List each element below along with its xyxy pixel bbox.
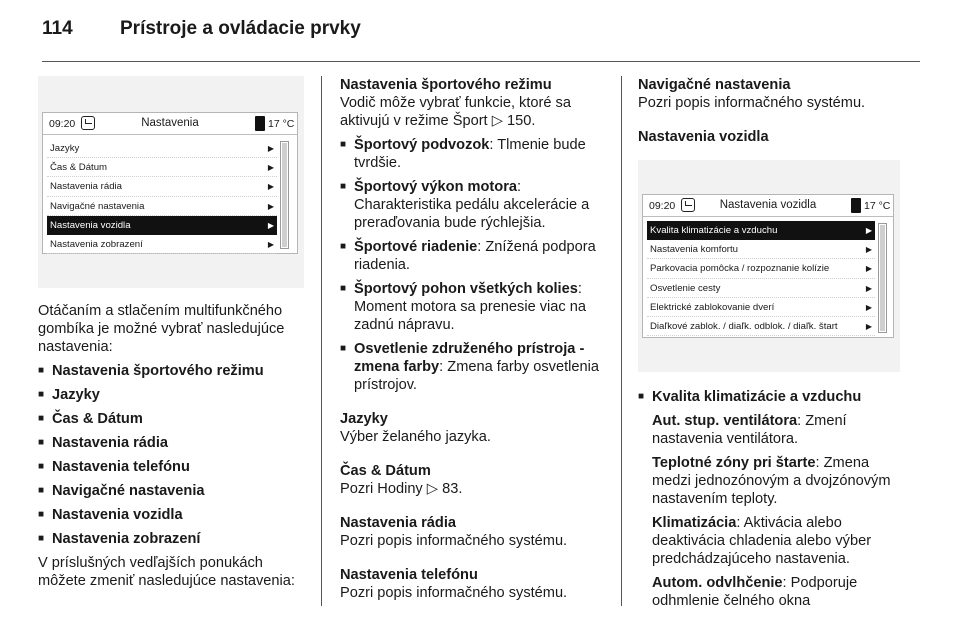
- arrow-right-icon: ▶: [865, 302, 872, 312]
- display-time: 09:20: [649, 200, 676, 212]
- navigation-heading: Navigačné nastavenia: [638, 77, 791, 93]
- list-item: ■ Nastavenia telefónu: [38, 458, 306, 476]
- display-time: 09:20: [49, 118, 76, 130]
- display-menu-list: [47, 139, 277, 254]
- display-title: Nastavenia: [141, 117, 199, 129]
- list-item: ■ Nastavenia rádia: [38, 434, 306, 452]
- menu-item[interactable]: Čas & Dátum ▶: [47, 158, 277, 177]
- arrow-right-icon: ▶: [267, 182, 274, 192]
- arrow-right-icon: ▶: [267, 144, 274, 153]
- list-item: ■ Kvalita klimatizácie a vzduchu: [638, 388, 910, 406]
- list-item: ■ Navigačné nastavenia: [38, 482, 306, 500]
- radio-text: Pozri popis informačného systému.: [340, 533, 568, 549]
- settings-screen-image: [38, 76, 304, 288]
- menu-item[interactable]: Diaľkové zablok. / diaľk. odblok. / diaľk. štart ▶: [647, 317, 875, 336]
- column-divider: [621, 76, 622, 606]
- list-item: ■ Nastavenia športového režimu: [38, 362, 306, 380]
- languages-text: Výber želaného jazyka.: [340, 429, 491, 445]
- vehicle-heading: Nastavenia vozidla: [638, 129, 769, 145]
- column-3: [638, 76, 910, 610]
- list-item: ■ Športový pohon všetkých kolies: Moment motora sa prenesie viac na zadnú nápravu.: [340, 280, 608, 334]
- intro-text: Otáčaním a stlačením multifunkčného gombíka je možné vybrať nasledujúce nastavenia:: [38, 303, 285, 355]
- navigation-text: Pozri popis informačného systému.: [638, 95, 866, 111]
- page-header: [42, 18, 361, 48]
- radio-heading: Nastavenia rádia: [340, 515, 457, 531]
- column-divider: [321, 76, 322, 606]
- reference-icon: ▷: [426, 481, 439, 497]
- list-item: ■ Jazyky: [38, 386, 306, 404]
- display-temperature: 17 °C: [864, 200, 891, 212]
- phone-icon: [255, 116, 265, 131]
- page-title: Prístroje a ovládacie prvky: [120, 18, 361, 39]
- phone-heading: Nastavenia telefónu: [340, 567, 478, 583]
- menu-item[interactable]: Parkovacia pomôcka / rozpoznanie kolízie ▶: [647, 259, 875, 278]
- climate-option: Aut. stup. ventilátora: Zmení nastavenia ventilátora.: [652, 413, 847, 447]
- sport-heading: Nastavenia športového režimu: [340, 77, 552, 93]
- header-rule: [42, 61, 920, 62]
- column-1: [38, 76, 306, 590]
- climate-options: [638, 412, 910, 610]
- outro-text: V príslušných vedľajších ponukách môžete zmeniť nasledujúce nastavenia:: [38, 555, 295, 589]
- display-menu-list: [647, 221, 875, 336]
- display-temperature: 17 °C: [268, 118, 295, 130]
- arrow-right-icon: ▶: [267, 220, 274, 230]
- display-scrollbar[interactable]: [280, 141, 289, 249]
- phone-text: Pozri popis informačného systému.: [340, 585, 568, 601]
- list-item: ■ Športový výkon motora: Charakteristika pedálu akcelerácie a preraďovania bude rýchlejšia.: [340, 178, 608, 232]
- display-scrollbar[interactable]: [878, 223, 887, 333]
- display-title: Nastavenia vozidla: [719, 199, 817, 211]
- menu-item[interactable]: Elektrické zablokovanie dverí ▶: [647, 298, 875, 317]
- climate-option: Autom. odvlhčenie: Podporuje odhmlenie čelného okna: [652, 575, 858, 609]
- menu-item[interactable]: Nastavenia komfortu ▶: [647, 240, 875, 259]
- time-date-text: Pozri Hodiny ▷ 83.: [340, 481, 463, 497]
- reference-icon: ▷: [491, 113, 503, 129]
- menu-item[interactable]: Nastavenia zobrazení ▶: [47, 235, 277, 254]
- menu-item[interactable]: Osvetlenie cesty ▶: [647, 279, 875, 298]
- list-item: ■ Športový podvozok: Tlmenie bude tvrdšie.: [340, 136, 608, 172]
- list-item: ■ Osvetlenie združeného prístroja - zmena farby: Zmena farby osvetlenia prístrojov.: [340, 340, 608, 394]
- list-item: ■ Čas & Dátum: [38, 410, 306, 428]
- column-2: [340, 76, 608, 602]
- climate-option: Klimatizácia: Aktivácia alebo deaktivácia chladenia alebo výber predchádzajúceho nastavenia.: [652, 515, 872, 567]
- list-item: ■ Nastavenia vozidla: [38, 506, 306, 524]
- arrow-right-icon: ▶: [865, 321, 872, 331]
- arrow-right-icon: ▶: [865, 283, 872, 293]
- arrow-right-icon: ▶: [267, 201, 274, 211]
- list-item: ■ Športové riadenie: Znížená podpora riadenia.: [340, 238, 608, 274]
- display-status-bar: [43, 113, 297, 135]
- sport-options-list: [340, 136, 608, 394]
- menu-item[interactable]: Jazyky ▶: [47, 139, 277, 158]
- time-date-heading: Čas & Dátum: [340, 463, 431, 479]
- climate-option: Teplotné zóny pri štarte: Zmena medzi jednozónovým a dvojzónovým nastavením teploty.: [652, 455, 891, 507]
- arrow-right-icon: ▶: [865, 264, 872, 274]
- settings-list: [38, 362, 306, 548]
- arrow-right-icon: ▶: [267, 163, 274, 173]
- scrollbar-thumb: [880, 225, 885, 331]
- list-item: ■ Nastavenia zobrazení: [38, 530, 306, 548]
- menu-item-selected[interactable]: Kvalita klimatizácie a vzduchu ▶: [647, 221, 875, 240]
- phone-icon: [851, 198, 861, 213]
- vehicle-settings-screen-image: [638, 160, 900, 372]
- scrollbar-thumb: [282, 143, 287, 247]
- arrow-right-icon: ▶: [865, 226, 872, 235]
- sport-text: Vodič môže vybrať funkcie, ktoré sa aktivujú v režime Šport ▷ 150.: [340, 95, 571, 129]
- languages-heading: Jazyky: [340, 411, 388, 427]
- arrow-right-icon: ▶: [865, 245, 872, 255]
- settings-display: [42, 112, 298, 254]
- menu-item[interactable]: Navigačné nastavenia ▶: [47, 197, 277, 216]
- arrow-right-icon: ▶: [267, 239, 274, 249]
- menu-item-selected[interactable]: Nastavenia vozidla ▶: [47, 216, 277, 235]
- menu-item[interactable]: Nastavenia rádia ▶: [47, 177, 277, 196]
- display-status-bar: [643, 195, 893, 217]
- vehicle-settings-display: [642, 194, 894, 338]
- page-number: 114: [42, 18, 73, 39]
